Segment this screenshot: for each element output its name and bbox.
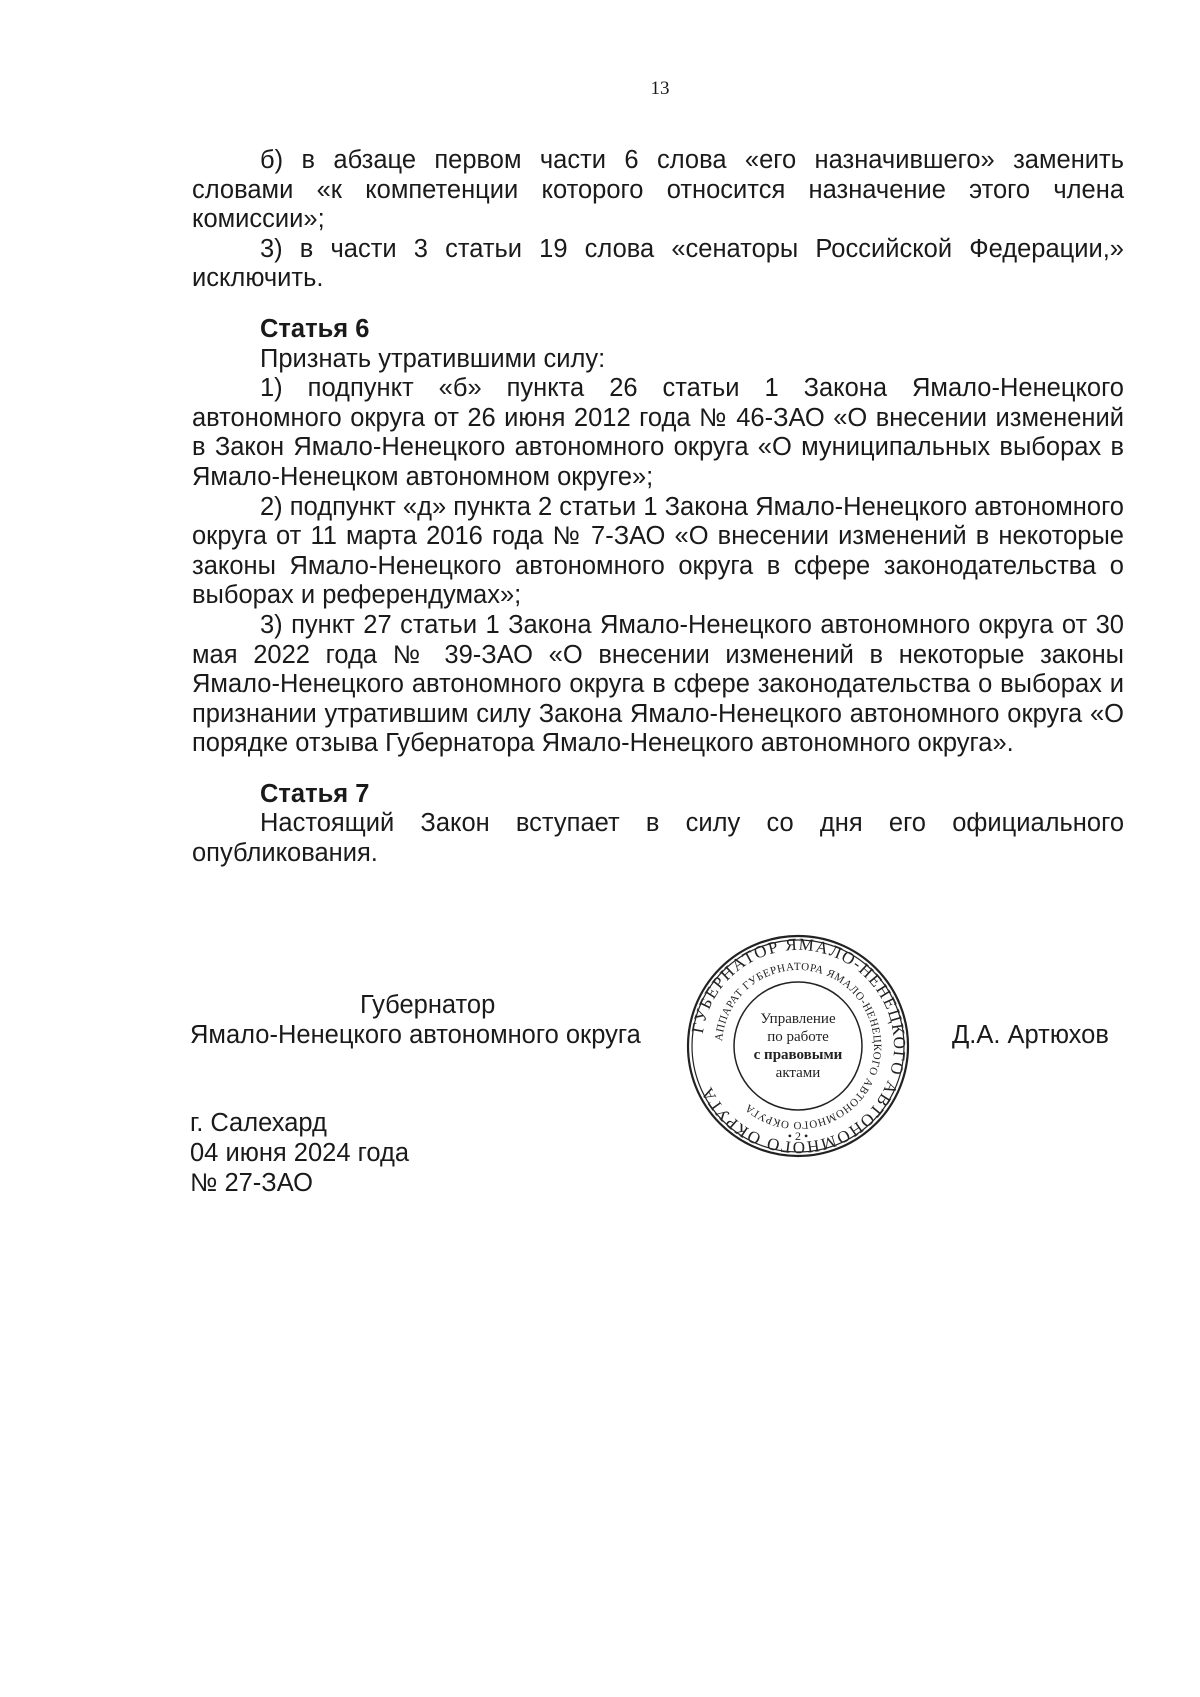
paragraph: 3) в части 3 статьи 19 слова «сенаторы Российской Федерации,» исключить. bbox=[192, 234, 1124, 293]
signer-name: Д.А. Артюхов bbox=[952, 1021, 1109, 1049]
article-6-title: Статья 6 bbox=[260, 314, 370, 343]
stamp-center-text bbox=[738, 1010, 858, 1082]
place-date-block bbox=[190, 1108, 409, 1198]
article-6-item: 1) подпункт «б» пункта 26 статьи 1 Закона Ямало-Ненецкого автономного округа от 26 июня 2012 года № 46-ЗАО «О внесении изменений в Закон Ямало-Ненецкого автономного округа «О муниципальных выборах в Ямало-Ненецком автономном округе»; bbox=[192, 374, 1124, 491]
law-number: № 27-ЗАО bbox=[190, 1169, 313, 1197]
signer-title-line2: Ямало-Ненецкого автономного округа bbox=[190, 1021, 641, 1049]
article-6-intro: Признать утратившими силу: bbox=[260, 344, 606, 373]
article-6-item: 3) пункт 27 статьи 1 Закона Ямало-Ненецкого автономного округа от 30 мая 2022 года № 39-ЗАО «О внесении изменений в некоторые законы Ямало-Ненецкого автономного округа в сфере законодательства о выборах и признании утратившим силу Закона Ямало-Ненецкого автономного округа «О порядке отзыва Губернатора Ямало-Ненецкого автономного округа». bbox=[192, 610, 1124, 758]
stamp-center-line: с правовыми bbox=[753, 1047, 843, 1063]
article-7-text: Настоящий Закон вступает в силу со дня его официального опубликования. bbox=[192, 809, 1124, 868]
official-stamp bbox=[684, 932, 912, 1160]
signer-title-line1: Губернатор bbox=[360, 991, 496, 1019]
page-number: 13 bbox=[650, 78, 670, 99]
stamp-number: • 2 • bbox=[787, 1129, 809, 1143]
stamp-center-line: актами bbox=[775, 1065, 821, 1081]
signature-block bbox=[190, 990, 641, 1050]
stamp-center-line: Управление bbox=[760, 1011, 836, 1027]
stamp-center-line: по работе bbox=[767, 1029, 829, 1045]
stamp-inner-ring-text: АППАРАТ ГУБЕРНАТОРА ЯМАЛО-НЕНЕЦКОГО АВТОНОМНОГО ОКРУГА bbox=[713, 960, 884, 1132]
stamp-outer-text: ГУБЕРНАТОР ЯМАЛО-НЕНЕЦКОГО АВТОНОМНОГО ОКРУГА bbox=[687, 934, 910, 1158]
city: г. Салехард bbox=[190, 1109, 327, 1137]
paragraph: б) в абзаце первом части 6 слова «его назначившего» заменить словами «к компетенции которого относится назначение этого члена комиссии»; bbox=[192, 146, 1124, 234]
document-body bbox=[192, 146, 1124, 869]
article-7-title: Статья 7 bbox=[260, 779, 370, 808]
date: 04 июня 2024 года bbox=[190, 1139, 410, 1167]
article-6-item: 2) подпункт «д» пункта 2 статьи 1 Закона Ямало-Ненецкого автономного округа от 11 марта 2016 года № 7-ЗАО «О внесении изменений в некоторые законы Ямало-Ненецкого автономного округа в сфере законодательства о выборах и референдумах»; bbox=[192, 492, 1124, 610]
